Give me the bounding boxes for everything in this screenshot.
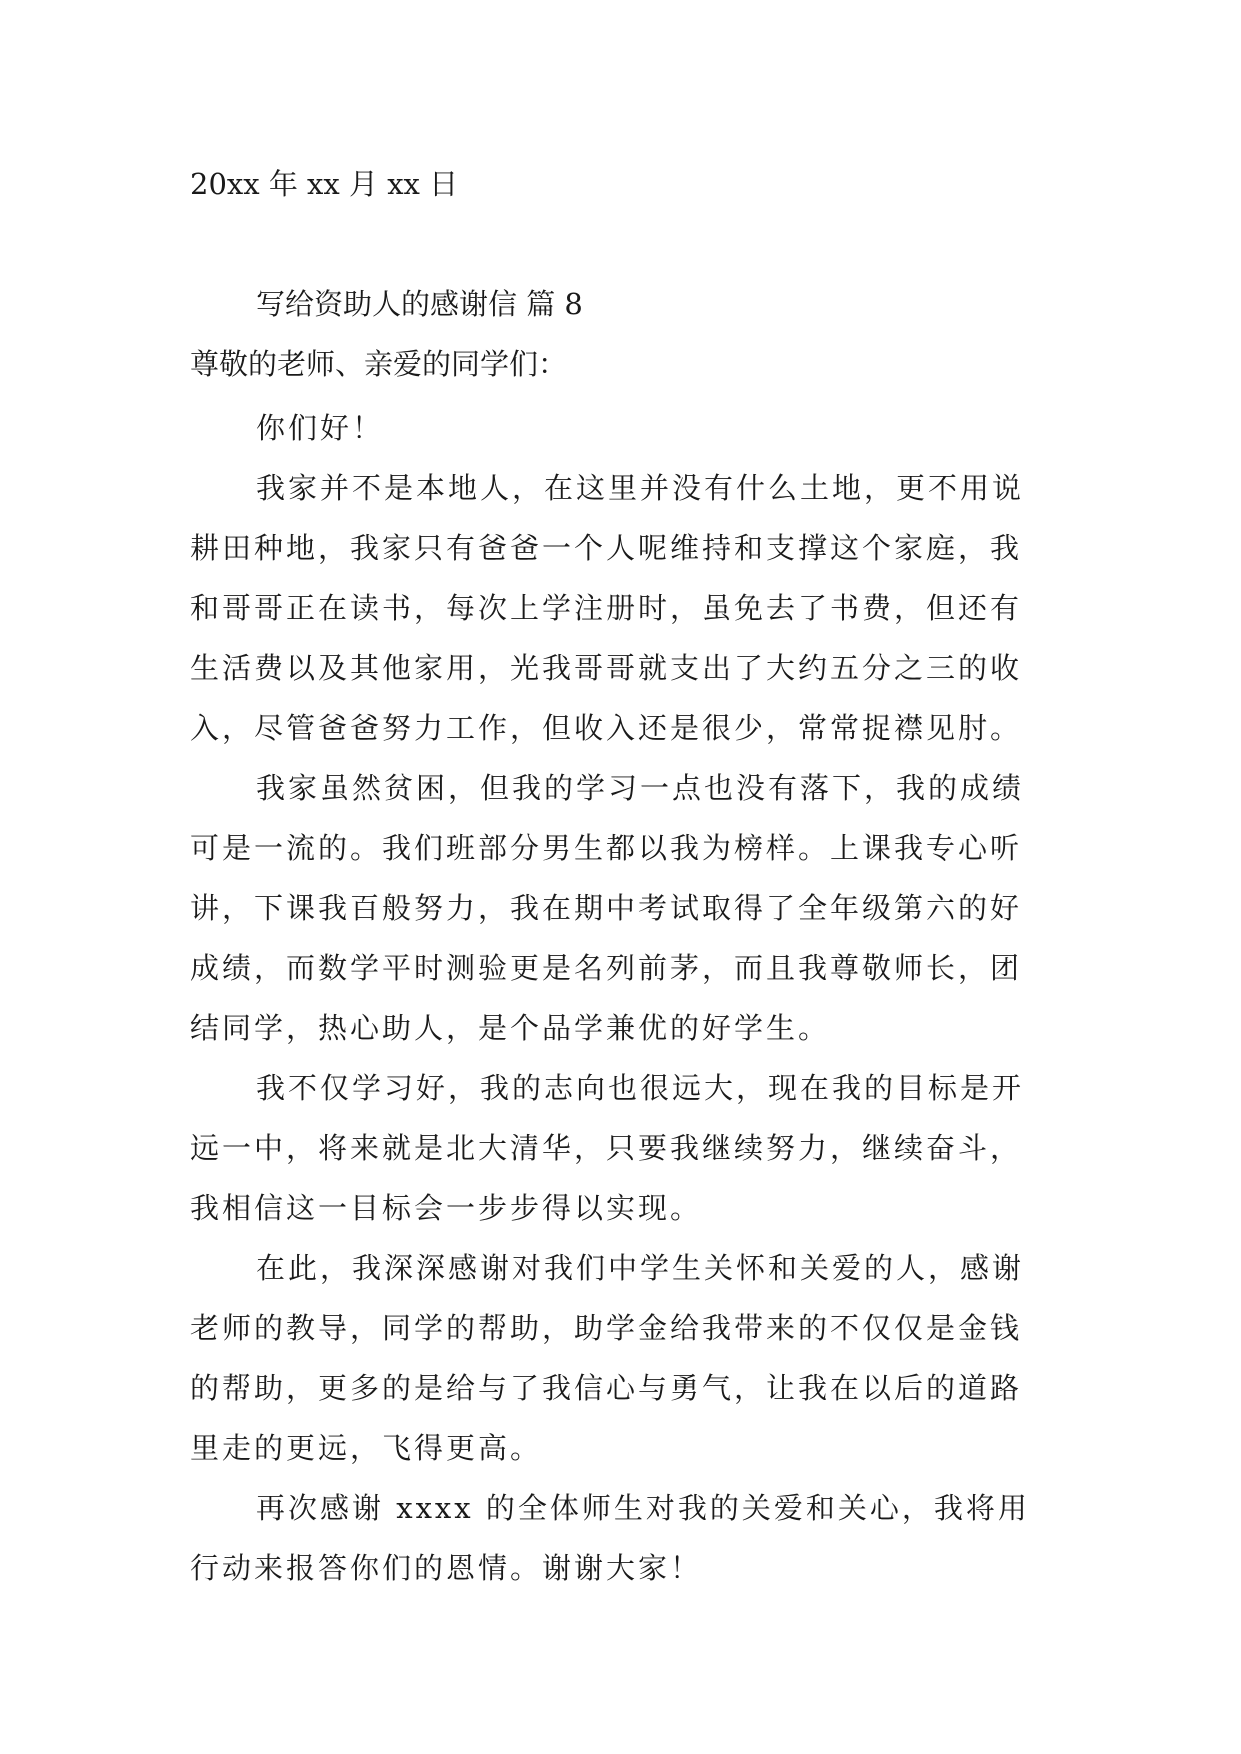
paragraph-3-line-2: 远一中，将来就是北大清华，只要我继续努力，继续奋斗， <box>190 1131 1023 1165</box>
paragraph-4-line-1: 在此，我深深感谢对我们中学生关怀和关爱的人，感谢 <box>256 1251 1025 1285</box>
paragraph-4-line-4: 里走的更远，飞得更高。 <box>190 1431 543 1465</box>
letter-title: 写给资助人的感谢信 篇 8 <box>256 287 583 321</box>
paragraph-3-line-1: 我不仅学习好，我的志向也很远大，现在我的目标是开 <box>256 1071 1025 1105</box>
paragraph-2-line-5: 结同学，热心助人，是个品学兼优的好学生。 <box>190 1011 831 1045</box>
paragraph-5-line-1: 再次感谢 xxxx 的全体师生对我的关爱和关心，我将用 <box>256 1491 1030 1525</box>
paragraph-1-line-1: 我家并不是本地人，在这里并没有什么土地，更不用说 <box>256 471 1025 505</box>
letter-salutation: 尊敬的老师、亲爱的同学们： <box>190 347 568 381</box>
letter-date: 20xx 年 xx 月 xx 日 <box>190 167 459 201</box>
paragraph-1-line-2: 耕田种地，我家只有爸爸一个人呢维持和支撑这个家庭，我 <box>190 531 1023 565</box>
paragraph-2-line-1: 我家虽然贫困，但我的学习一点也没有落下，我的成绩 <box>256 771 1025 805</box>
paragraph-5-line-2: 行动来报答你们的恩情。谢谢大家！ <box>190 1551 703 1585</box>
paragraph-1-line-3: 和哥哥正在读书，每次上学注册时，虽免去了书费，但还有 <box>190 591 1023 625</box>
letter-body <box>190 398 1070 1598</box>
paragraph-3-line-3: 我相信这一目标会一步步得以实现。 <box>190 1191 703 1225</box>
paragraph-2-line-2: 可是一流的。我们班部分男生都以我为榜样。上课我专心听 <box>190 831 1023 865</box>
paragraph-4-line-2: 老师的教导，同学的帮助，助学金给我带来的不仅仅是金钱 <box>190 1311 1023 1345</box>
paragraph-2-line-3: 讲，下课我百般努力，我在期中考试取得了全年级第六的好 <box>190 891 1023 925</box>
paragraph-4-line-3: 的帮助，更多的是给与了我信心与勇气，让我在以后的道路 <box>190 1371 1023 1405</box>
paragraph-1-line-5: 入，尽管爸爸努力工作，但收入还是很少，常常捉襟见肘。 <box>190 711 1023 745</box>
paragraph-2-line-4: 成绩，而数学平时测验更是名列前茅，而且我尊敬师长，团 <box>190 951 1023 985</box>
paragraph-1-line-4: 生活费以及其他家用，光我哥哥就支出了大约五分之三的收 <box>190 651 1023 685</box>
greeting-line: 你们好！ <box>256 411 385 445</box>
